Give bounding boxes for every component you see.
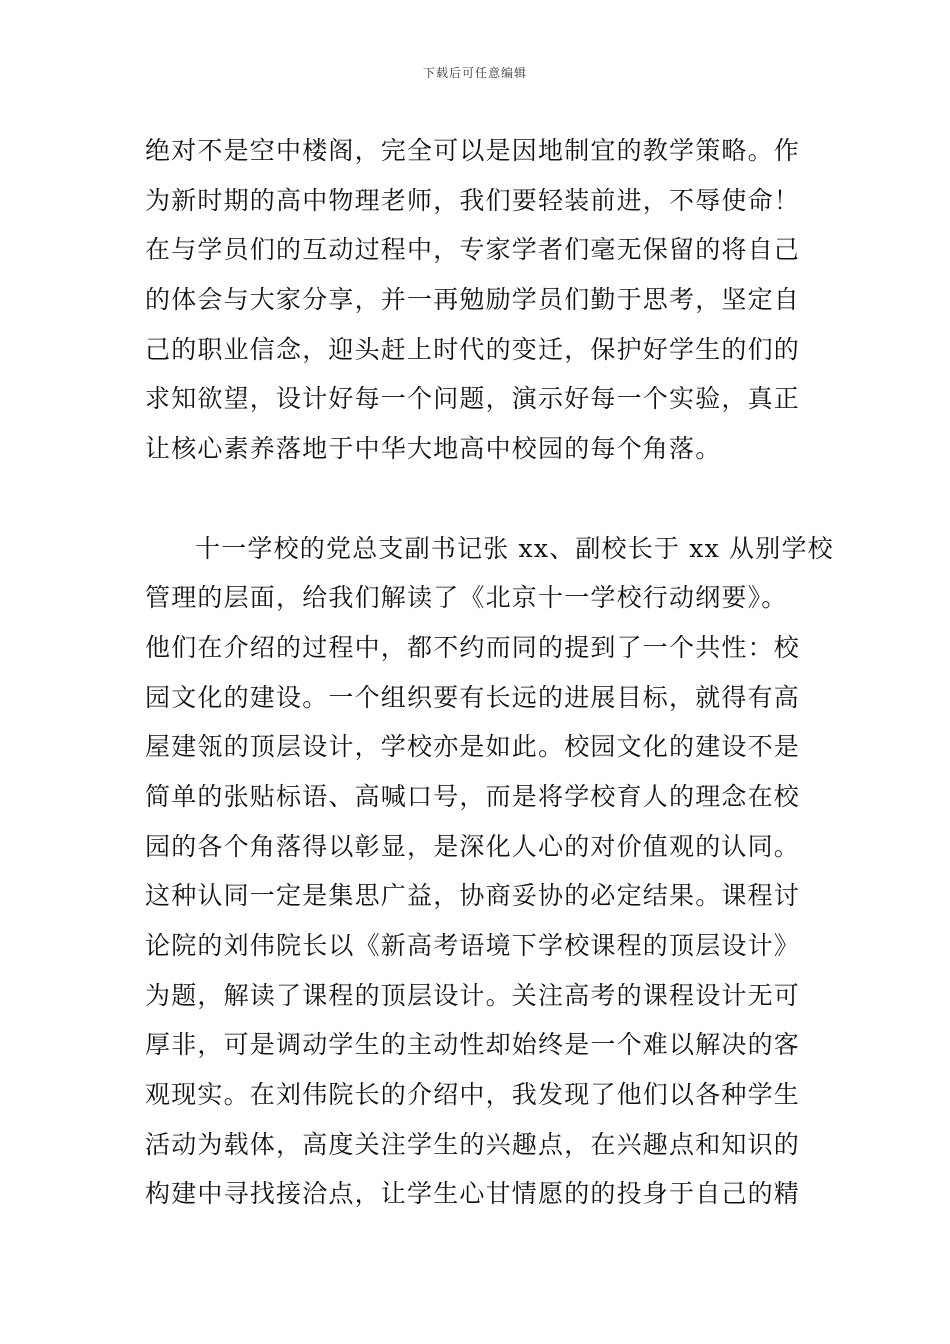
- document-body: [145, 126, 834, 1219]
- page-header: 下载后可任意编辑: [422, 66, 527, 80]
- text-line: 为题，解读了课程的顶层设计。关注高考的课程设计无可: [145, 980, 801, 1010]
- text-line: 论院的刘伟院长以《新高考语境下学校课程的顶层设计》: [145, 931, 801, 960]
- text-line: 求知欲望，设计好每一个问题，演示好每一个实验，真正: [145, 384, 801, 414]
- text-line: 十一学校的党总支副书记张 xx、副校长于 xx 从别学校: [195, 533, 834, 563]
- text-line: 为新时期的高中物理老师，我们要轻装前进，不辱使命！: [145, 185, 801, 215]
- text-line: 活动为载体，高度关注学生的兴趣点，在兴趣点和知识的: [145, 1129, 801, 1159]
- text-line: 厚非，可是调动学生的主动性却始终是一个难以解决的客: [145, 1030, 801, 1060]
- paragraph-1: [145, 126, 810, 474]
- text-line: 构建中寻找接洽点，让学生心甘情愿的的投身于自己的精: [145, 1179, 801, 1209]
- text-line: 己的职业信念，迎头赶上时代的变迁，保护好学生的们的: [145, 334, 801, 364]
- paragraph-2: [145, 524, 834, 1220]
- text-line: 这种认同一定是集思广益，协商妥协的必定结果。课程讨: [145, 881, 801, 911]
- text-line: 在与学员们的互动过程中，专家学者们毫无保留的将自己: [145, 235, 801, 265]
- text-line: 屋建瓴的顶层设计，学校亦是如此。校园文化的建设不是: [145, 732, 801, 762]
- text-line: 园文化的建设。一个组织要有长远的进展目标，就得有高: [145, 682, 801, 712]
- paragraph-spacer: [145, 474, 810, 524]
- text-line: 观现实。在刘伟院长的介绍中，我发现了他们以各种学生: [145, 1080, 801, 1110]
- text-line: 的体会与大家分享，并一再勉励学员们勤于思考，坚定自: [145, 285, 801, 315]
- text-line: 管理的层面，给我们解读了《北京十一学校行动纲要》。: [145, 583, 788, 613]
- text-line: 让核心素养落地于中华大地高中校园的每个角落。: [145, 434, 722, 464]
- text-line: 他们在介绍的过程中，都不约而同的提到了一个共性：校: [145, 632, 801, 662]
- text-line: 园的各个角落得以彰显，是深化人心的对价值观的认同。: [145, 831, 801, 861]
- text-line: 绝对不是空中楼阁，完全可以是因地制宜的教学策略。作: [145, 136, 801, 165]
- text-line: 简单的张贴标语、高喊口号，而是将学校育人的理念在校: [145, 781, 801, 811]
